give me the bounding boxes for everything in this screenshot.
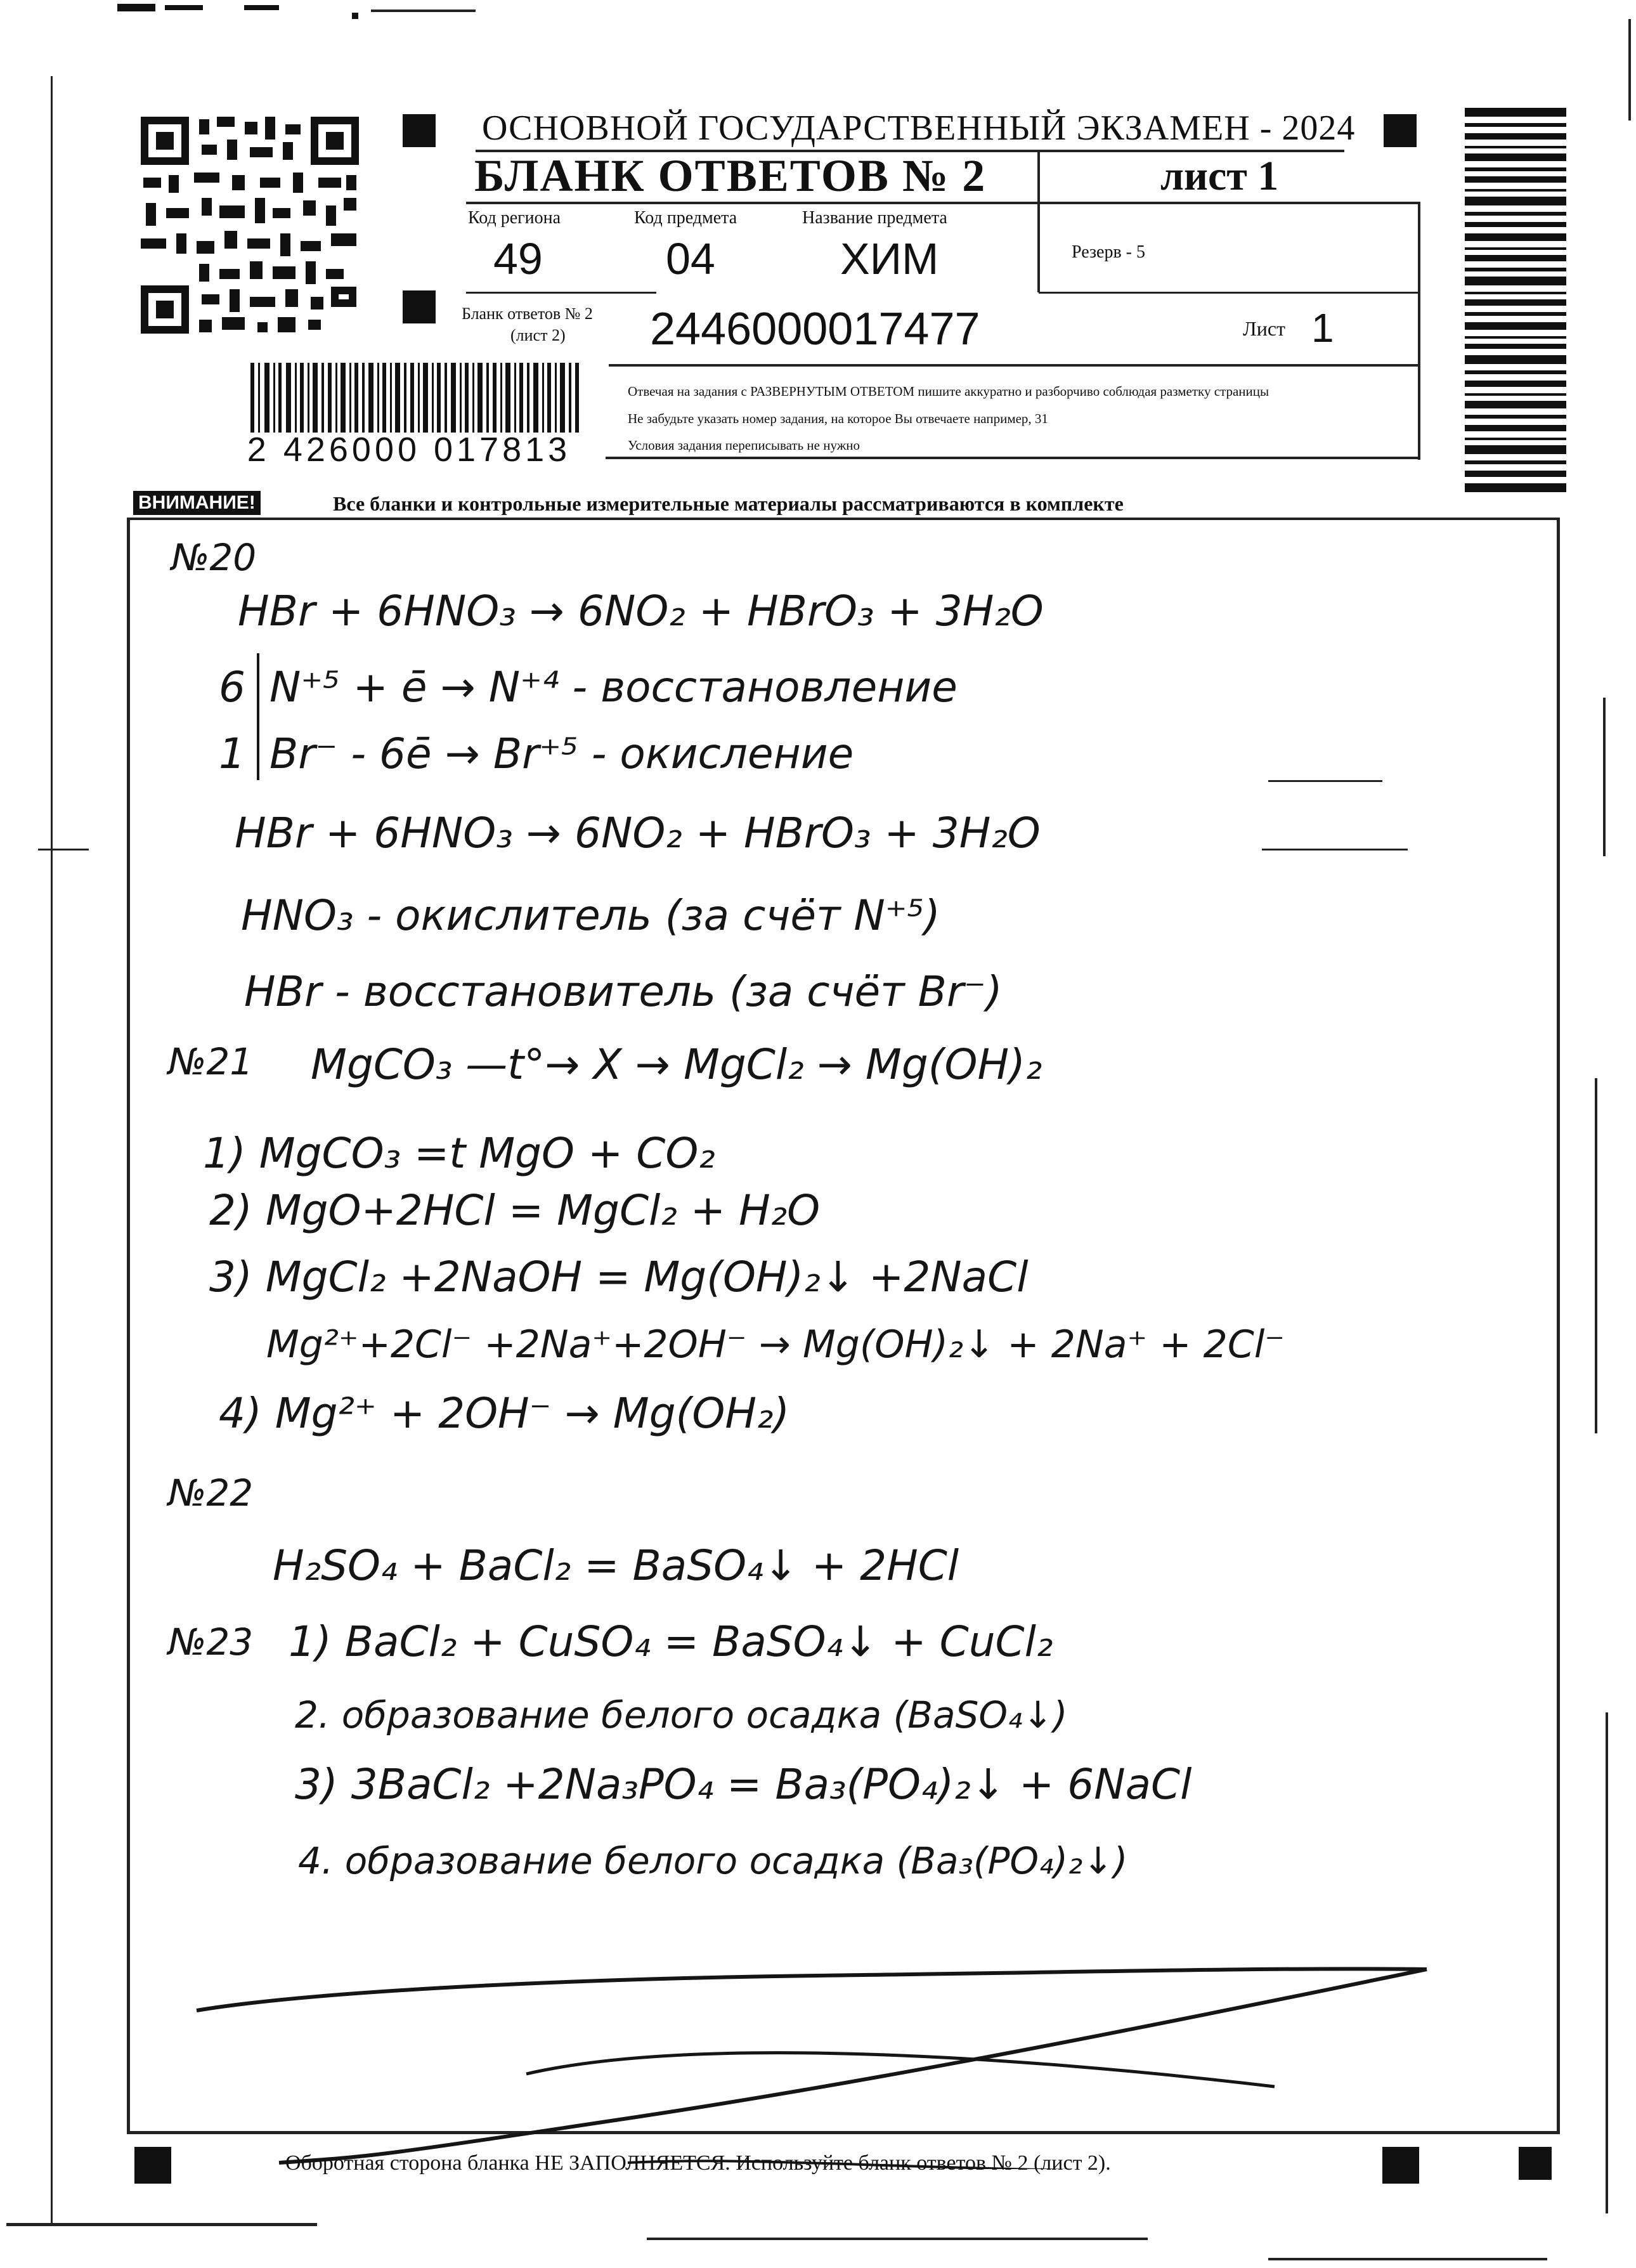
- footer-note: Оборотная сторона бланка НЕ ЗАПОЛНЯЕТСЯ. Используйте бланк ответов № 2 (лист 2).: [285, 2151, 1111, 2175]
- task21-line: Mg²⁺+2Cl⁻ +2Na⁺+2OH⁻ → Mg(OH)₂↓ + 2Na⁺ + 2Cl⁻: [266, 1322, 1285, 1367]
- registration-mark: [134, 2147, 171, 2184]
- task23-line: 1) BaCl₂ + CuSO₄ = BaSO₄↓ + CuCl₂: [289, 1617, 1053, 1666]
- task23-line: 4. образование белого осадка (Ba₃(PO₄)₂↓): [298, 1839, 1128, 1882]
- task21-label: №21: [168, 1040, 254, 1083]
- task20-line: HBr + 6HNO₃ → 6NO₂ + HBrO₃ + 3H₂O: [235, 809, 1041, 857]
- subject-name-value: ХИМ: [840, 234, 939, 284]
- task20-line: N⁺⁵ + ē → N⁺⁴ - восстановление: [269, 663, 958, 712]
- margin-mark: [647, 2238, 1148, 2240]
- margin-mark: [6, 2223, 317, 2226]
- balance-bar: [257, 653, 259, 780]
- header-rule: [606, 457, 1420, 459]
- scan-mark: [244, 5, 279, 10]
- registration-mark: [1384, 114, 1417, 147]
- reserve: Резерв - 5: [1072, 242, 1146, 262]
- task21-line: 3) MgCl₂ +2NaOH = Mg(OH)₂↓ +2NaCl: [209, 1253, 1029, 1301]
- registration-mark: [1519, 2147, 1552, 2180]
- sheet-label: Лист: [1243, 317, 1286, 340]
- task20-line: HBr - восстановитель (за счёт Br⁻): [244, 967, 1003, 1016]
- margin-mark: [51, 76, 53, 2226]
- margin-mark: [1603, 698, 1606, 856]
- task21-line: 4) Mg²⁺ + 2OH⁻ → Mg(OH₂): [219, 1389, 790, 1438]
- region-value: 49: [493, 234, 543, 284]
- instruction-line: Отвечая на задания с РАЗВЕРНУТЫМ ОТВЕТОМ пишите аккуратно и разборчиво соблюдая разметку страницы: [628, 384, 1269, 399]
- header-divider: [1037, 150, 1040, 292]
- margin-mark: [1268, 2258, 1547, 2260]
- task23-label: №23: [168, 1620, 254, 1664]
- task22-line: H₂SO₄ + BaCl₂ = BaSO₄↓ + 2HCl: [273, 1541, 959, 1590]
- task20-line: HBr + 6HNO₃ → 6NO₂ + HBrO₃ + 3H₂O: [238, 587, 1044, 635]
- header-rule: [609, 364, 1420, 367]
- subject-code-value: 04: [666, 234, 715, 284]
- margin-mark: [1606, 1712, 1608, 2213]
- task20-coef: 6: [219, 663, 245, 712]
- task20-line: HNO₃ - окислитель (за счёт N⁺⁵): [241, 891, 940, 940]
- region-label: Код региона: [468, 208, 561, 228]
- instruction-line: Условия задания переписывать не нужно: [628, 438, 860, 453]
- form-title: БЛАНК ОТВЕТОВ № 2: [474, 150, 987, 201]
- link-number: 2446000017477: [650, 304, 980, 355]
- margin-mark: [1595, 1078, 1597, 1433]
- header-rule: [466, 292, 656, 294]
- task21-scheme: MgCO₃ —t°→ X → MgCl₂ → Mg(OH)₂: [311, 1040, 1042, 1089]
- answer-frame-right: [1557, 518, 1560, 2134]
- task20-label: №20: [171, 536, 257, 579]
- qr-code: [138, 114, 361, 336]
- scan-mark: [352, 13, 358, 19]
- header-divider: [1418, 203, 1420, 460]
- task22-label: №22: [168, 1471, 254, 1515]
- task20-coef: 1: [219, 729, 245, 778]
- scan-line: [371, 10, 476, 12]
- task21-line: 1) MgCO₃ =t MgO + CO₂: [203, 1129, 715, 1178]
- task21-line: 2) MgO+2HCl = MgCl₂ + H₂O: [209, 1186, 821, 1235]
- margin-mark: [38, 849, 89, 850]
- task23-line: 2. образование белого осадка (BaSO₄↓): [295, 1693, 1068, 1737]
- instruction-line: Не забудьте указать номер задания, на которое Вы отвечаете например, 31: [628, 411, 1048, 426]
- side-barcode: [1465, 108, 1566, 495]
- sheet-title: лист 1: [1160, 153, 1279, 199]
- task23-line: 3) 3BaCl₂ +2Na₃PO₄ = Ba₃(PO₄)₂↓ + 6NaCl: [295, 1760, 1192, 1809]
- exam-title: ОСНОВНОЙ ГОСУДАРСТВЕННЫЙ ЭКЗАМЕН - 2024: [482, 108, 1356, 148]
- margin-mark: [1628, 19, 1631, 121]
- scan-mark: [165, 5, 203, 10]
- link-label-1: Бланк ответов № 2: [462, 304, 593, 323]
- subject-code-label: Код предмета: [634, 208, 737, 228]
- margin-mark: [1268, 780, 1382, 782]
- cross-out-mark: [184, 1953, 1452, 2169]
- subject-name-label: Название предмета: [802, 208, 947, 228]
- bottom-barcode: [250, 363, 580, 433]
- registration-mark: [403, 290, 436, 323]
- attention-text: Все бланки и контрольные измерительные материалы рассматриваются в комплекте: [333, 492, 1124, 515]
- sheet-value: 1: [1311, 305, 1334, 351]
- barcode-number: 2 426000 017813: [247, 431, 571, 469]
- attention-rule: [130, 518, 1560, 520]
- header-rule: [1039, 292, 1420, 294]
- attention-badge: ВНИМАНИЕ!: [133, 491, 261, 515]
- link-label-2: (лист 2): [510, 326, 566, 344]
- task20-line: Br⁻ - 6ē → Br⁺⁵ - окисление: [269, 729, 854, 778]
- registration-mark: [403, 114, 436, 147]
- scan-mark: [117, 4, 155, 11]
- margin-mark: [1262, 849, 1408, 850]
- answer-frame-left: [127, 518, 130, 2134]
